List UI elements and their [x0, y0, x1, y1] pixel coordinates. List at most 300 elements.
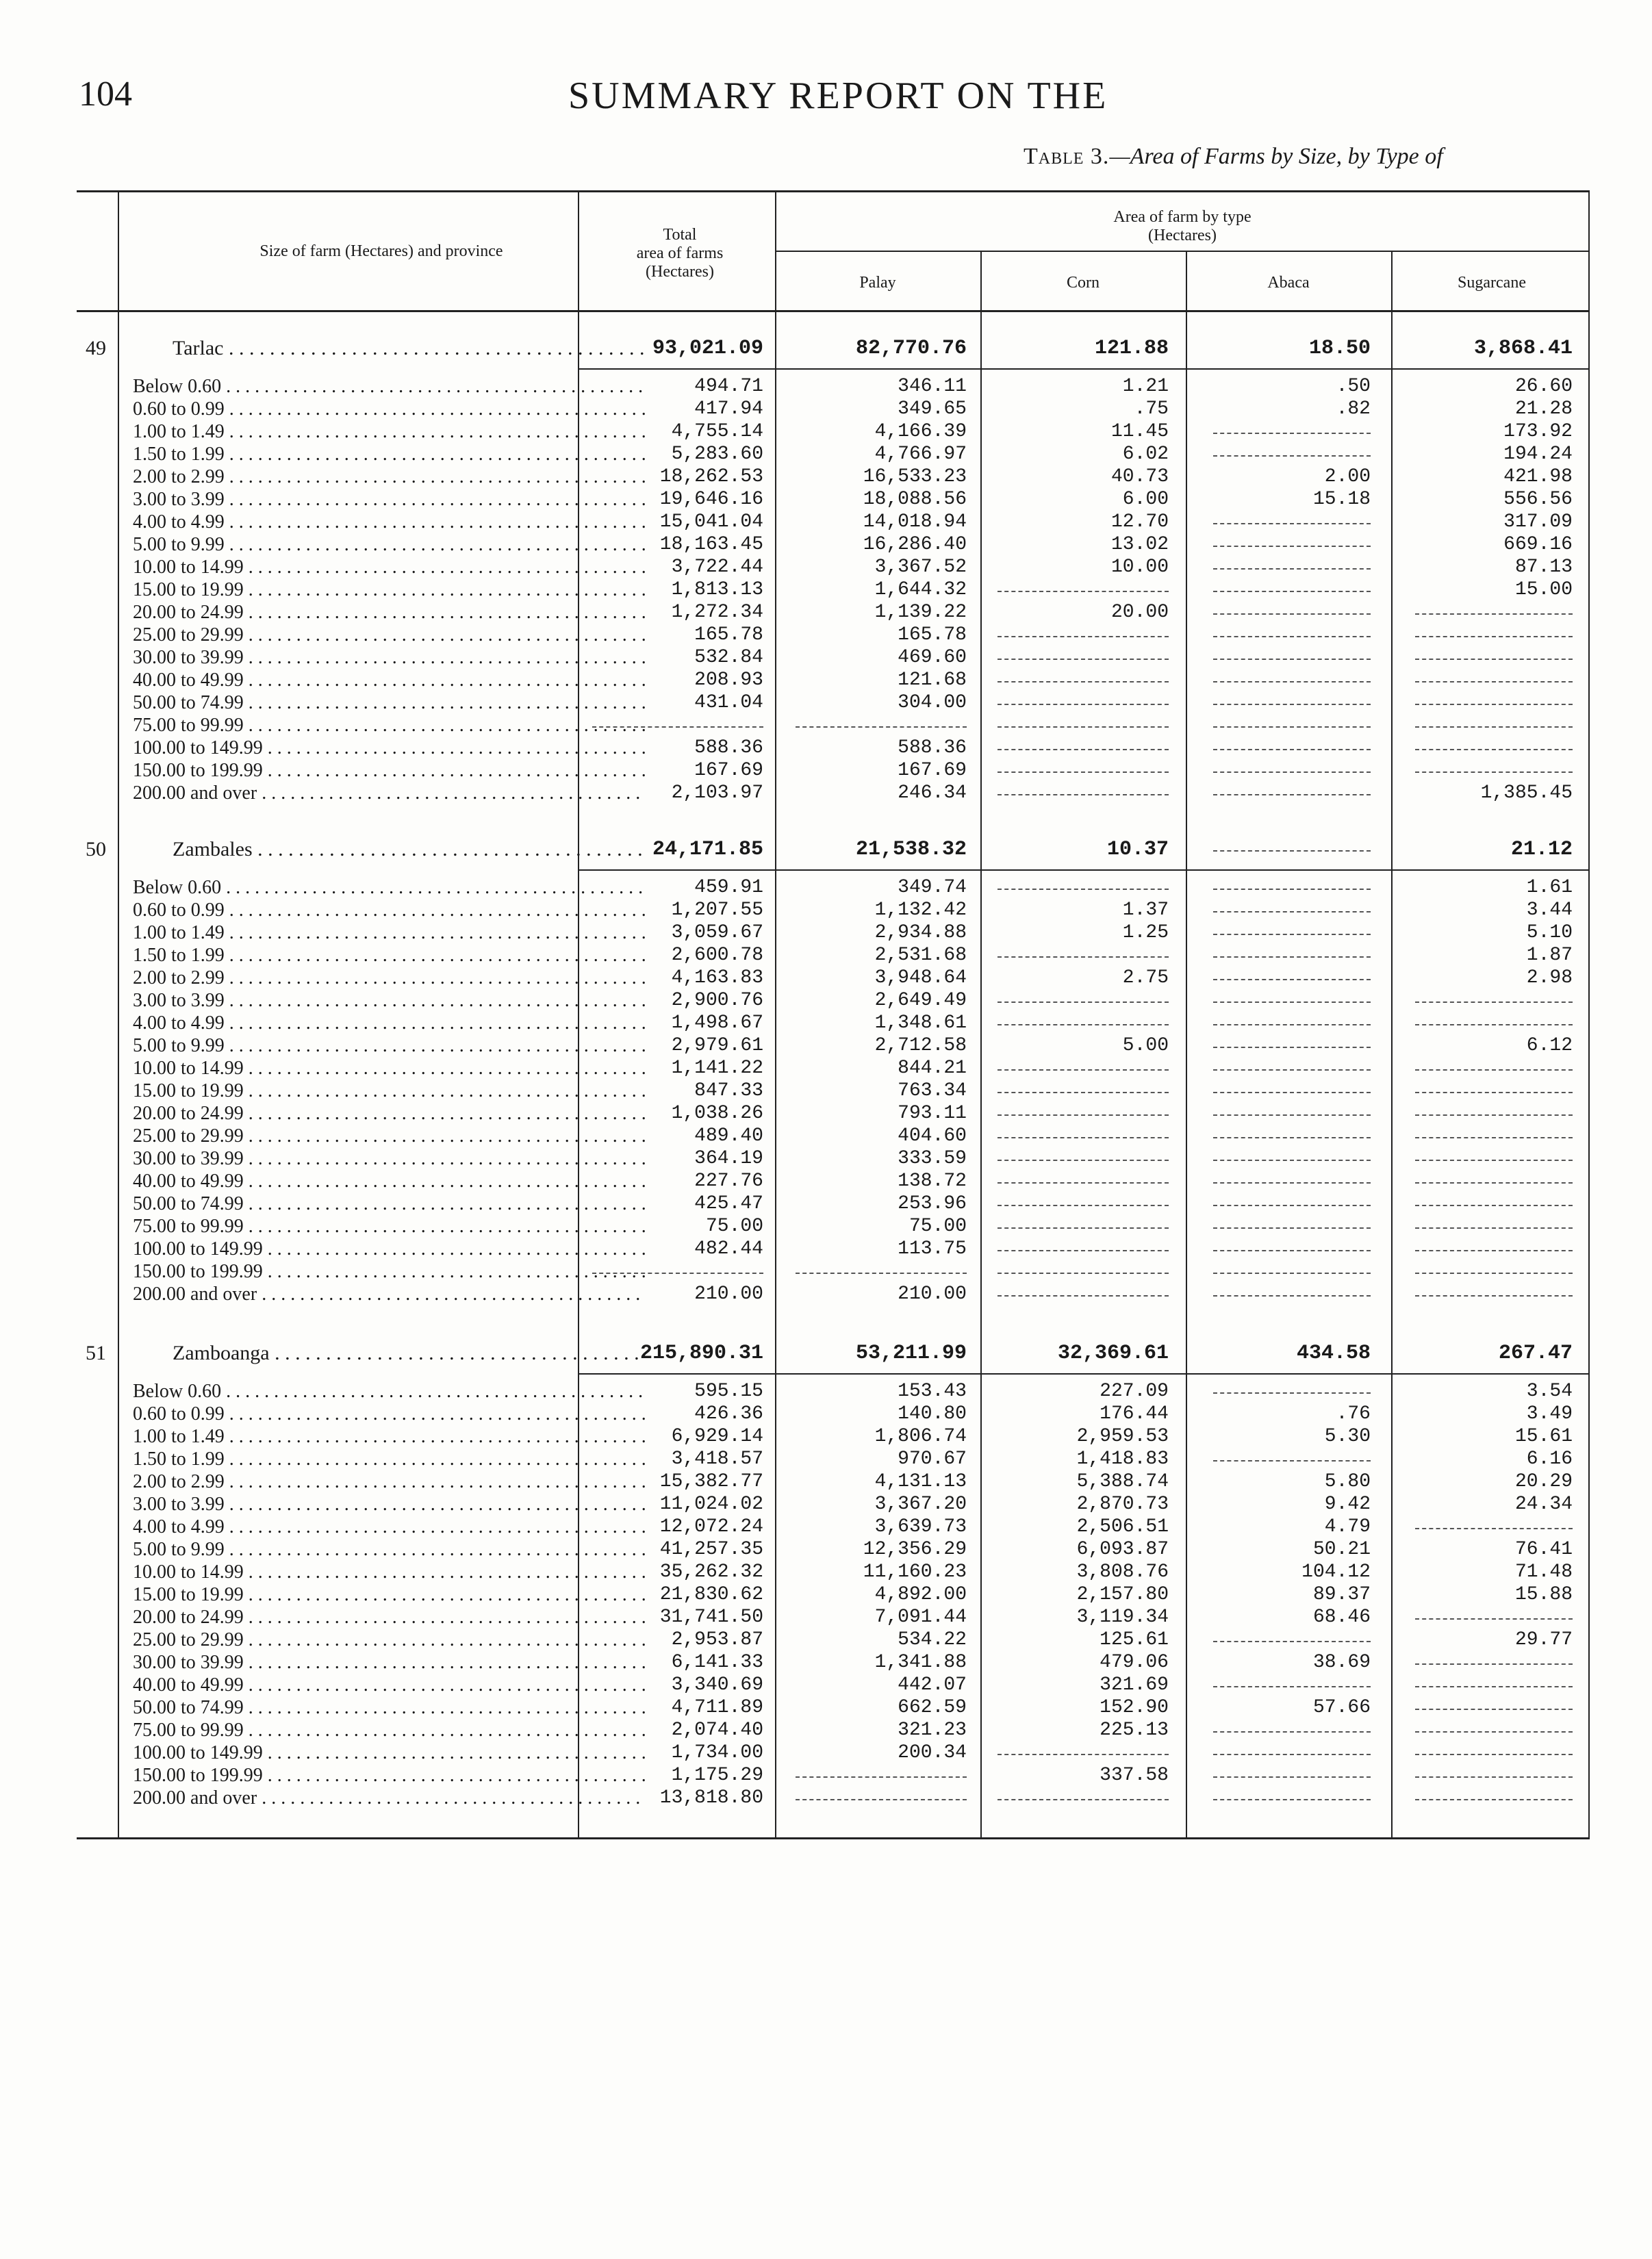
blank-cell	[592, 714, 763, 728]
size-class-label: 1.00 to 1.49 . . .	[133, 921, 645, 944]
value-cell: 4.79	[1324, 1516, 1371, 1537]
value-cell: 21,830.62	[659, 1584, 763, 1605]
size-class-label: 3.00 to 3.99 . . .	[133, 488, 645, 511]
size-class-label: 20.00 to 24.99 . . .	[133, 1606, 645, 1629]
value-cell: 200.34	[898, 1742, 967, 1763]
value-cell: 153.43	[898, 1381, 967, 1402]
value-cell: 482.44	[694, 1238, 763, 1260]
blank-cell	[1213, 624, 1371, 637]
value-cell: 349.65	[898, 398, 967, 420]
value-cell: 32,369.61	[1057, 1342, 1169, 1365]
value-cell: 215,890.31	[639, 1342, 763, 1365]
blank-cell	[997, 1741, 1169, 1755]
value-cell: 4,711.89	[671, 1697, 763, 1718]
blank-cell	[1213, 989, 1371, 1003]
value-cell: 534.22	[898, 1629, 967, 1650]
blank-cell	[796, 1787, 967, 1800]
value-cell: 15.88	[1514, 1584, 1573, 1605]
value-cell: 1,132.42	[874, 899, 967, 921]
column-divider	[775, 190, 776, 1839]
header-total-area	[578, 226, 782, 281]
blank-cell	[1415, 1606, 1573, 1620]
size-class-label: 40.00 to 49.99 . . .	[133, 669, 645, 691]
size-class-label: 20.00 to 24.99 . . .	[133, 1102, 645, 1125]
size-class-label: 1.50 to 1.99 . . .	[133, 1448, 645, 1470]
blank-cell	[1213, 420, 1371, 434]
blank-cell	[997, 1215, 1169, 1229]
blank-cell	[1415, 1238, 1573, 1251]
size-class-label: 4.00 to 4.99 . . .	[133, 1012, 645, 1034]
blank-cell	[1415, 691, 1573, 705]
value-cell: 1,734.00	[671, 1742, 763, 1763]
value-cell: 2,157.80	[1076, 1584, 1169, 1605]
value-cell: 3,059.67	[671, 922, 763, 943]
value-cell: 556.56	[1503, 489, 1573, 510]
blank-cell	[1415, 1764, 1573, 1778]
blank-cell	[997, 1238, 1169, 1251]
header-total-line: (Hectares)	[646, 263, 714, 281]
size-class-label: 10.00 to 14.99 . . .	[133, 1561, 645, 1583]
blank-cell	[1415, 1125, 1573, 1138]
province-name: Tarlac . . .	[173, 337, 645, 360]
header-corn: Corn	[1067, 274, 1100, 292]
blank-cell	[1213, 1674, 1371, 1687]
value-cell: 2.75	[1122, 967, 1169, 988]
size-class-label: 5.00 to 9.99 . . .	[133, 1538, 645, 1561]
value-cell: 6.02	[1122, 444, 1169, 465]
value-cell: 87.13	[1514, 557, 1573, 578]
value-cell: 12.70	[1110, 511, 1169, 533]
value-cell: 18,163.45	[659, 534, 763, 555]
value-cell: 140.80	[898, 1403, 967, 1425]
blank-cell	[1213, 1260, 1371, 1274]
blank-cell	[1415, 1696, 1573, 1710]
header-group-line: Area of farm by type	[1113, 208, 1251, 226]
value-cell: 18.50	[1308, 337, 1371, 360]
size-class-label: 75.00 to 99.99 . . .	[133, 714, 645, 737]
size-class-label: 5.00 to 9.99 . . .	[133, 1034, 645, 1057]
header-area-by-type	[775, 208, 1590, 245]
header-total-line: area of farms	[636, 244, 724, 262]
blank-cell	[1213, 944, 1371, 958]
size-class-label: Below 0.60 . . .	[133, 876, 645, 899]
value-cell: 2.00	[1324, 466, 1371, 487]
value-cell: 595.15	[694, 1381, 763, 1402]
value-cell: 6.12	[1526, 1035, 1573, 1056]
value-cell: 479.06	[1100, 1652, 1169, 1673]
value-cell: 11,024.02	[659, 1494, 763, 1515]
blank-cell	[1415, 714, 1573, 728]
province-total-rule	[578, 869, 1590, 871]
value-cell: 793.11	[898, 1103, 967, 1124]
value-cell: 2,531.68	[874, 945, 967, 966]
size-class-label: 75.00 to 99.99 . . .	[133, 1719, 645, 1741]
value-cell: 321.69	[1100, 1674, 1169, 1696]
value-cell: 970.67	[898, 1448, 967, 1470]
blank-cell	[997, 669, 1169, 682]
value-cell: 227.09	[1100, 1381, 1169, 1402]
value-cell: 2.98	[1526, 967, 1573, 988]
blank-cell	[997, 1147, 1169, 1161]
value-cell: 3.54	[1526, 1381, 1573, 1402]
value-cell: 3,367.52	[874, 557, 967, 578]
blank-cell	[1415, 1719, 1573, 1733]
value-cell: 317.09	[1503, 511, 1573, 533]
column-divider	[1186, 251, 1187, 1839]
value-cell: 75.00	[908, 1216, 967, 1237]
blank-cell	[1213, 1380, 1371, 1394]
blank-cell	[1213, 669, 1371, 682]
blank-cell	[997, 714, 1169, 728]
value-cell: 2,959.53	[1076, 1426, 1169, 1447]
value-cell: 5.00	[1122, 1035, 1169, 1056]
value-cell: 11.45	[1110, 421, 1169, 442]
value-cell: 1,341.88	[874, 1652, 967, 1673]
size-class-label: 40.00 to 49.99 . . .	[133, 1674, 645, 1696]
province-name: Zambales . . .	[173, 838, 645, 861]
value-cell: 53,211.99	[855, 1342, 967, 1365]
column-divider	[1588, 190, 1590, 1839]
value-cell: 71.48	[1514, 1561, 1573, 1583]
value-cell: 152.90	[1100, 1697, 1169, 1718]
value-cell: 1,813.13	[671, 579, 763, 600]
blank-cell	[796, 714, 967, 728]
blank-cell	[1415, 1283, 1573, 1297]
value-cell: 89.37	[1312, 1584, 1371, 1605]
value-cell: 11,160.23	[863, 1561, 967, 1583]
province-total-rule	[578, 1373, 1590, 1375]
table-caption	[1024, 144, 1443, 170]
blank-cell	[997, 759, 1169, 773]
value-cell: 662.59	[898, 1697, 967, 1718]
size-class-label: 3.00 to 3.99 . . .	[133, 1493, 645, 1516]
size-class-label: 2.00 to 2.99 . . .	[133, 465, 645, 488]
size-class-label: 30.00 to 39.99 . . .	[133, 646, 645, 669]
value-cell: 5.80	[1324, 1471, 1371, 1492]
value-cell: 16,533.23	[863, 466, 967, 487]
section-number: 49	[86, 337, 106, 359]
blank-cell	[1213, 1283, 1371, 1297]
value-cell: 346.11	[898, 376, 967, 397]
size-class-label: 1.00 to 1.49 . . .	[133, 420, 645, 443]
value-cell: 434.58	[1296, 1342, 1371, 1365]
blank-cell	[1415, 1170, 1573, 1184]
size-class-label: 25.00 to 29.99 . . .	[133, 1125, 645, 1147]
blank-cell	[997, 1170, 1169, 1184]
blank-cell	[997, 1283, 1169, 1297]
value-cell: 50.21	[1312, 1539, 1371, 1560]
header-palay: Palay	[859, 274, 896, 292]
size-class-label: 50.00 to 74.99 . . .	[133, 1696, 645, 1719]
value-cell: 1,139.22	[874, 602, 967, 623]
size-class-label: 200.00 and over . . .	[133, 782, 645, 804]
blank-cell	[1415, 1012, 1573, 1025]
value-cell: 333.59	[898, 1148, 967, 1169]
header-bottom-rule	[77, 310, 1590, 312]
value-cell: 844.21	[898, 1058, 967, 1079]
size-class-label: 1.00 to 1.49 . . .	[133, 1425, 645, 1448]
header-size-province: Size of farm (Hectares) and province	[259, 242, 503, 260]
value-cell: .75	[1134, 398, 1169, 420]
blank-cell	[1213, 921, 1371, 935]
value-cell: 1,038.26	[671, 1103, 763, 1124]
blank-cell	[1213, 1057, 1371, 1071]
blank-cell	[1415, 646, 1573, 660]
value-cell: 138.72	[898, 1171, 967, 1192]
value-cell: 349.74	[898, 877, 967, 898]
value-cell: .50	[1336, 376, 1371, 397]
value-cell: 40.73	[1110, 466, 1169, 487]
table-caption-text: —Area of Farms by Size, by Type of	[1109, 144, 1443, 169]
value-cell: 121.68	[898, 669, 967, 691]
value-cell: 6,141.33	[671, 1652, 763, 1673]
size-class-label: 15.00 to 19.99 . . .	[133, 1080, 645, 1102]
header-sugarcane: Sugarcane	[1458, 274, 1526, 292]
value-cell: 4,892.00	[874, 1584, 967, 1605]
table-caption-label: Table 3.	[1024, 144, 1110, 169]
size-class-label: 2.00 to 2.99 . . .	[133, 967, 645, 989]
value-cell: 41,257.35	[659, 1539, 763, 1560]
value-cell: 2,979.61	[671, 1035, 763, 1056]
value-cell: 1,141.22	[671, 1058, 763, 1079]
value-cell: 3,340.69	[671, 1674, 763, 1696]
value-cell: 1.25	[1122, 922, 1169, 943]
value-cell: 3,868.41	[1473, 337, 1573, 360]
size-class-label: 10.00 to 14.99 . . .	[133, 1057, 645, 1080]
size-class-label: 2.00 to 2.99 . . .	[133, 1470, 645, 1493]
value-cell: 494.71	[694, 376, 763, 397]
blank-cell	[1415, 1651, 1573, 1665]
value-cell: 1,498.67	[671, 1012, 763, 1034]
value-cell: 21.28	[1514, 398, 1573, 420]
value-cell: 1,418.83	[1076, 1448, 1169, 1470]
province-total-rule	[578, 368, 1590, 370]
value-cell: 165.78	[694, 624, 763, 646]
blank-cell	[1415, 1674, 1573, 1687]
page-heading: SUMMARY REPORT ON THE	[568, 75, 1108, 117]
value-cell: 417.94	[694, 398, 763, 420]
value-cell: 2,934.88	[874, 922, 967, 943]
blank-cell	[592, 1260, 763, 1274]
blank-cell	[1415, 1741, 1573, 1755]
blank-cell	[1213, 1741, 1371, 1755]
blank-cell	[1415, 1147, 1573, 1161]
value-cell: 14,018.94	[863, 511, 967, 533]
blank-cell	[997, 624, 1169, 637]
value-cell: 57.66	[1312, 1697, 1371, 1718]
value-cell: 1,385.45	[1480, 782, 1573, 804]
blank-cell	[997, 944, 1169, 958]
column-divider	[118, 190, 119, 1839]
value-cell: 469.60	[898, 647, 967, 668]
value-cell: 6,929.14	[671, 1426, 763, 1447]
value-cell: 38.69	[1312, 1652, 1371, 1673]
value-cell: 7,091.44	[874, 1607, 967, 1628]
blank-cell	[997, 1260, 1169, 1274]
size-class-label: 25.00 to 29.99 . . .	[133, 1629, 645, 1651]
page-number: 104	[79, 75, 132, 114]
table-bottom-rule	[77, 1837, 1590, 1839]
blank-cell	[1213, 899, 1371, 912]
header-group-line: (Hectares)	[1148, 227, 1217, 244]
province-name: Zamboanga . . .	[173, 1342, 645, 1365]
value-cell: 304.00	[898, 692, 967, 713]
value-cell: 1,272.34	[671, 602, 763, 623]
blank-cell	[997, 1125, 1169, 1138]
blank-cell	[1213, 691, 1371, 705]
value-cell: 1,207.55	[671, 899, 763, 921]
size-class-label: 4.00 to 4.99 . . .	[133, 1516, 645, 1538]
value-cell: 2,649.49	[874, 990, 967, 1011]
value-cell: 29.77	[1514, 1629, 1573, 1650]
value-cell: 18,088.56	[863, 489, 967, 510]
value-cell: 125.61	[1100, 1629, 1169, 1650]
blank-cell	[1213, 1764, 1371, 1778]
blank-cell	[1213, 1147, 1371, 1161]
value-cell: 15.61	[1514, 1426, 1573, 1447]
size-class-label: 100.00 to 149.99 . . .	[133, 1741, 645, 1764]
value-cell: 4,131.13	[874, 1471, 967, 1492]
value-cell: 404.60	[898, 1125, 967, 1147]
value-cell: 1,175.29	[671, 1765, 763, 1786]
value-cell: 459.91	[694, 877, 763, 898]
value-cell: 210.00	[694, 1284, 763, 1305]
value-cell: 24.34	[1514, 1494, 1573, 1515]
value-cell: 1,348.61	[874, 1012, 967, 1034]
value-cell: 82,770.76	[855, 337, 967, 360]
value-cell: 10.00	[1110, 557, 1169, 578]
value-cell: 3.44	[1526, 899, 1573, 921]
blank-cell	[1415, 601, 1573, 615]
blank-cell	[1213, 1125, 1371, 1138]
blank-cell	[997, 646, 1169, 660]
size-class-label: 4.00 to 4.99 . . .	[133, 511, 645, 533]
value-cell: 267.47	[1498, 1342, 1573, 1365]
value-cell: 431.04	[694, 692, 763, 713]
value-cell: 442.07	[898, 1674, 967, 1696]
size-class-label: 100.00 to 149.99 . . .	[133, 737, 645, 759]
column-divider	[980, 251, 982, 1839]
value-cell: 321.23	[898, 1720, 967, 1741]
blank-cell	[1213, 1192, 1371, 1206]
blank-cell	[1213, 1238, 1371, 1251]
value-cell: 104.12	[1301, 1561, 1371, 1583]
blank-cell	[997, 578, 1169, 592]
value-cell: 21,538.32	[855, 838, 967, 861]
value-cell: 13.02	[1110, 534, 1169, 555]
value-cell: 225.13	[1100, 1720, 1169, 1741]
value-cell: 426.36	[694, 1403, 763, 1425]
blank-cell	[1415, 1516, 1573, 1529]
value-cell: 76.41	[1514, 1539, 1573, 1560]
value-cell: 15,041.04	[659, 511, 763, 533]
data-table	[77, 190, 1590, 1840]
value-cell: 3,367.20	[874, 1494, 967, 1515]
blank-cell	[1415, 624, 1573, 637]
size-class-label: 75.00 to 99.99 . . .	[133, 1215, 645, 1238]
value-cell: 1,806.74	[874, 1426, 967, 1447]
blank-cell	[1213, 1787, 1371, 1800]
value-cell: 121.88	[1094, 337, 1169, 360]
blank-cell	[1415, 1215, 1573, 1229]
value-cell: 167.69	[898, 760, 967, 781]
blank-cell	[997, 1012, 1169, 1025]
blank-cell	[997, 1080, 1169, 1093]
value-cell: .82	[1336, 398, 1371, 420]
blank-cell	[997, 1192, 1169, 1206]
value-cell: 1,644.32	[874, 579, 967, 600]
value-cell: 20.29	[1514, 1471, 1573, 1492]
blank-cell	[1415, 1192, 1573, 1206]
value-cell: 2,506.51	[1076, 1516, 1169, 1537]
blank-cell	[997, 782, 1169, 795]
blank-cell	[1415, 1260, 1573, 1274]
value-cell: 4,755.14	[671, 421, 763, 442]
size-class-label: 3.00 to 3.99 . . .	[133, 989, 645, 1012]
blank-cell	[1213, 1034, 1371, 1048]
blank-cell	[1213, 1215, 1371, 1229]
size-class-label: 1.50 to 1.99 . . .	[133, 944, 645, 967]
value-cell: 2,103.97	[671, 782, 763, 804]
size-class-label: 0.60 to 0.99 . . .	[133, 398, 645, 420]
value-cell: 4,163.83	[671, 967, 763, 988]
value-cell: 10.37	[1106, 838, 1169, 861]
size-class-label: 30.00 to 39.99 . . .	[133, 1147, 645, 1170]
size-class-label: 150.00 to 199.99 . . .	[133, 759, 645, 782]
value-cell: 1.21	[1122, 376, 1169, 397]
value-cell: 194.24	[1503, 444, 1573, 465]
value-cell: 588.36	[898, 737, 967, 758]
value-cell: 2,870.73	[1076, 1494, 1169, 1515]
value-cell: 337.58	[1100, 1765, 1169, 1786]
blank-cell	[1213, 737, 1371, 750]
value-cell: 2,074.40	[671, 1720, 763, 1741]
value-cell: 364.19	[694, 1148, 763, 1169]
size-class-label: 40.00 to 49.99 . . .	[133, 1170, 645, 1192]
value-cell: 6.00	[1122, 489, 1169, 510]
blank-cell	[1213, 1080, 1371, 1093]
blank-cell	[1213, 1170, 1371, 1184]
blank-cell	[997, 691, 1169, 705]
size-class-label: 150.00 to 199.99 . . .	[133, 1260, 645, 1283]
blank-cell	[1415, 737, 1573, 750]
value-cell: 173.92	[1503, 421, 1573, 442]
value-cell: 1.87	[1526, 945, 1573, 966]
value-cell: 3,119.34	[1076, 1607, 1169, 1628]
value-cell: 18,262.53	[659, 466, 763, 487]
blank-cell	[1213, 533, 1371, 547]
section-number: 50	[86, 838, 106, 860]
size-class-label: 10.00 to 14.99 . . .	[133, 556, 645, 578]
value-cell: 588.36	[694, 737, 763, 758]
value-cell: 210.00	[898, 1284, 967, 1305]
blank-cell	[997, 989, 1169, 1003]
value-cell: 13,818.80	[659, 1787, 763, 1809]
blank-cell	[1415, 1057, 1573, 1071]
value-cell: 68.46	[1312, 1607, 1371, 1628]
size-class-label: 0.60 to 0.99 . . .	[133, 899, 645, 921]
size-class-label: 200.00 and over . . .	[133, 1283, 645, 1305]
value-cell: 4,166.39	[874, 421, 967, 442]
size-class-label: 5.00 to 9.99 . . .	[133, 533, 645, 556]
value-cell: 15.00	[1514, 579, 1573, 600]
blank-cell	[796, 1260, 967, 1274]
value-cell: 1.61	[1526, 877, 1573, 898]
value-cell: 93,021.09	[652, 337, 763, 360]
value-cell: 3,808.76	[1076, 1561, 1169, 1583]
blank-cell	[1213, 443, 1371, 457]
blank-cell	[997, 1102, 1169, 1116]
